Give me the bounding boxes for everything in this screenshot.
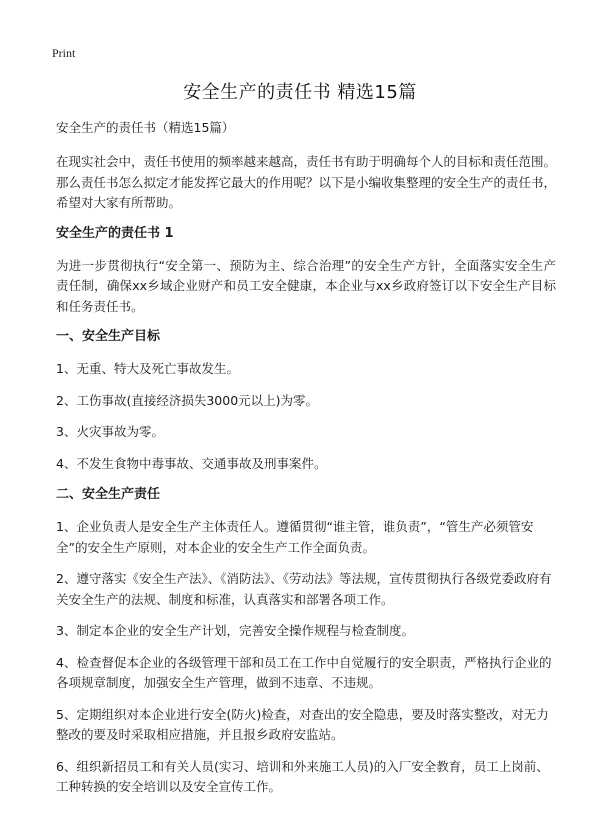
list-item: 4、不发生食物中毒事故、交通事故及刑事案件。 xyxy=(56,455,327,471)
list-item: 1、无重、特大及死亡事故发生。 xyxy=(56,361,239,376)
list-item: 5、定期组织对本企业进行安全(防火)检查，对查出的安全隐患，要及时落实整改，对无力整改的要及时采取相应措施，并且报乡政府安监站。 xyxy=(56,706,549,742)
part1-heading: 一、安全生产目标 xyxy=(56,329,161,344)
list-item: 6、组织新招员工和有关人员(实习、培训和外来施工人员)的入厂安全教育，员工上岗前、工种转换的安全培训以及安全宣传工作。 xyxy=(56,758,549,794)
section-intro-paragraph: 为进一步贯彻执行“安全第一、预防为主、综合治理”的安全生产方针，全面落实安全生产责任制，确保xx乡域企业财产和员工安全健康，本企业与xx乡政府签订以下安全生产目标和任务责任书。 xyxy=(56,257,556,314)
document-subtitle: 安全生产的责任书（精选15篇） xyxy=(56,120,235,135)
list-item: 2、工伤事故(直接经济损失3000元以上)为零。 xyxy=(56,392,319,408)
print-link[interactable]: Print xyxy=(52,46,76,60)
document-body xyxy=(56,118,556,809)
list-item: 4、检查督促本企业的各级管理干部和员工在工作中自觉履行的安全职责，严格执行企业的各项规章制度，加强安全生产管理，做到不违章、不违规。 xyxy=(56,654,552,690)
section-title: 安全生产的责任书 1 xyxy=(56,225,174,241)
list-item: 3、制定本企业的安全生产计划，完善安全操作规程与检查制度。 xyxy=(56,623,414,638)
list-item: 1、企业负责人是安全生产主体责任人。遵循贯彻“谁主管，谁负责”，“管生产必须管安全”的安全生产原则，对本企业的安全生产工作全面负责。 xyxy=(56,519,534,555)
page-title: 安全生产的责任书 精选15篇 xyxy=(183,82,417,103)
list-item: 2、遵守落实《安全生产法》、《消防法》、《劳动法》等法规，宣传贯彻执行各级党委政府有关安全生产的法规、制度和标准，认真落实和部署各项工作。 xyxy=(56,571,552,607)
list-item: 3、火灾事故为零。 xyxy=(56,424,164,439)
part2-heading: 二、安全生产责任 xyxy=(56,487,161,502)
intro-paragraph: 在现实社会中，责任书使用的频率越来越高，责任书有助于明确每个人的目标和责任范围。那么责任书怎么拟定才能发挥它最大的作用呢？以下是小编收集整理的安全生产的责任书，希望对大家有所帮助。 xyxy=(56,154,557,210)
